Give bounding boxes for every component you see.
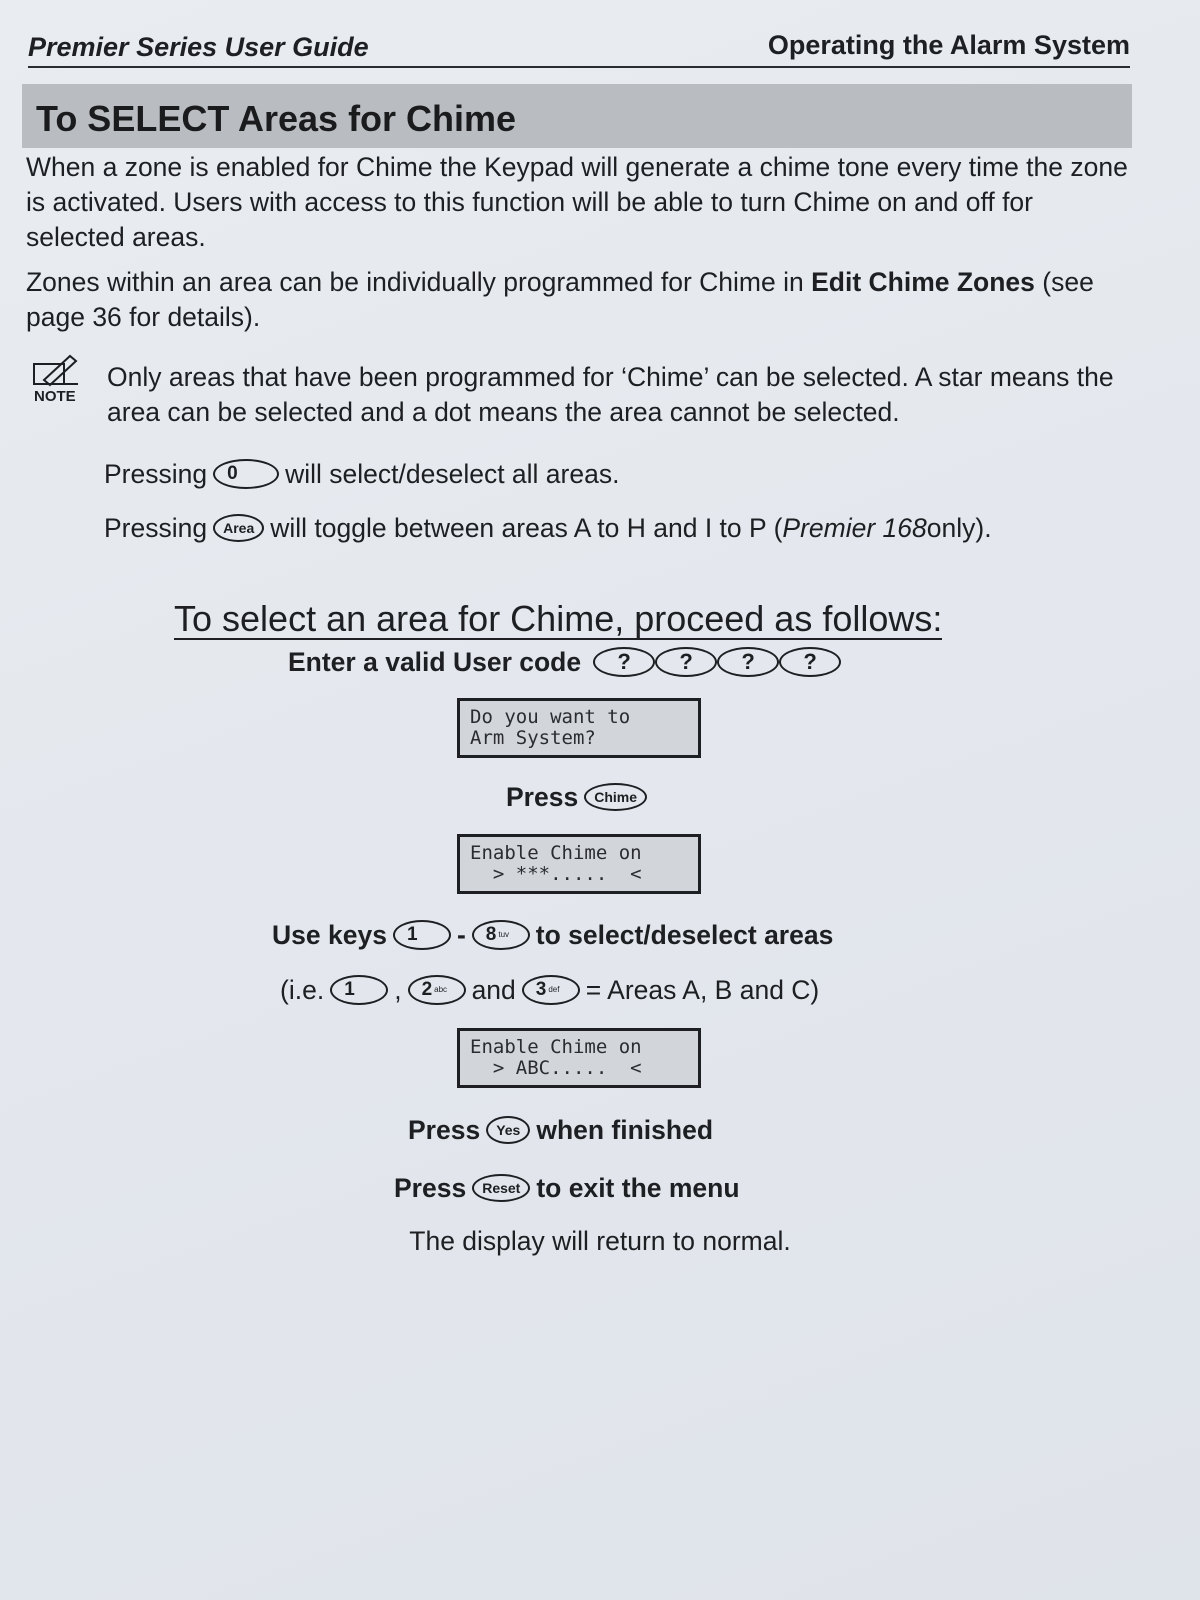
procedure-title: To select an area for Chime, proceed as follows:: [174, 598, 943, 639]
section-heading-bar: [22, 84, 1132, 148]
ie-label: (i.e.: [280, 975, 325, 1005]
code-key-icon: ?: [593, 647, 655, 677]
press-label: Press: [408, 1115, 481, 1145]
press-chime-line: [506, 779, 653, 815]
lcd-display-arm: Do you want to Arm System?: [457, 698, 701, 758]
chapter-title: Operating the Alarm System: [767, 30, 1130, 60]
edit-chime-zones-text: Edit Chime Zones: [811, 267, 1035, 297]
note-text: Only areas that have been programmed for ‘Chime’ can be selected. A star means the area can be selected and a dot means the area cannot be selected.: [107, 362, 1114, 427]
area-key-icon: Area: [213, 514, 264, 542]
key-3-icon: 3 def: [522, 975, 580, 1005]
dash: -: [456, 920, 466, 950]
area-text-start: will toggle between areas A to H and I to P (: [270, 513, 783, 543]
when-finished-text: when finished: [536, 1115, 714, 1145]
areas-abc-text: = Areas A, B and C): [585, 975, 820, 1005]
section-title: To SELECT Areas for Chime: [36, 98, 517, 139]
para2-end: (see page 36 for details).: [26, 267, 1094, 332]
key-1-icon: 1: [393, 920, 451, 950]
example-line: [280, 972, 819, 1008]
guide-title: Premier Series User Guide: [28, 32, 369, 62]
pressing-label: Pressing: [104, 513, 208, 543]
lcd-display-chime-abc: Enable Chime on > ABC..... <: [457, 1028, 701, 1088]
zero-key-icon: 0: [213, 459, 279, 489]
premier-168-text: Premier 168: [782, 513, 927, 543]
code-key-icon: ?: [717, 647, 779, 677]
use-keys-line: [272, 917, 833, 953]
page-header: [28, 28, 1130, 68]
yes-key-icon: Yes: [486, 1116, 530, 1144]
enter-code-text: Enter a valid User code: [288, 647, 582, 677]
pressing-label: Pressing: [104, 459, 208, 489]
intro-paragraph: When a zone is enabled for Chime the Keypad will generate a chime tone every time the zone is activated. Users with access to this function will be able to turn Chime on and off for selected areas.: [26, 152, 1128, 252]
zero-key-text: will select/deselect all areas.: [285, 459, 620, 489]
key-8-icon: 8 tuv: [472, 920, 530, 950]
edit-chime-zones-paragraph: [26, 265, 1130, 335]
reset-key-icon: Reset: [472, 1174, 530, 1202]
code-key-icon: ?: [779, 647, 841, 677]
use-keys-label: Use keys: [272, 920, 387, 950]
return-normal-text: The display will return to normal.: [409, 1226, 791, 1256]
key-2-icon: 2 abc: [408, 975, 466, 1005]
note-label: NOTE: [34, 388, 76, 405]
press-label: Press: [394, 1173, 467, 1203]
press-label: Press: [506, 782, 579, 812]
code-key-icon: ?: [655, 647, 717, 677]
chime-key-icon: Chime: [584, 783, 647, 811]
comma: ,: [394, 975, 402, 1005]
para2-start: Zones within an area can be individually programmed for Chime in: [26, 267, 812, 297]
exit-menu-text: to exit the menu: [536, 1173, 740, 1203]
enter-code-line: [288, 644, 841, 680]
press-yes-line: [408, 1112, 713, 1148]
pressing-area-line: [104, 510, 992, 546]
lcd-display-chime-stars: Enable Chime on > ***..... <: [457, 834, 701, 894]
select-deselect-text: to select/deselect areas: [535, 920, 834, 950]
key-1-icon: 1: [330, 975, 388, 1005]
and-label: and: [471, 975, 516, 1005]
press-reset-line: [394, 1170, 740, 1206]
area-text-end: only).: [926, 513, 992, 543]
pressing-zero-line: [104, 456, 619, 492]
